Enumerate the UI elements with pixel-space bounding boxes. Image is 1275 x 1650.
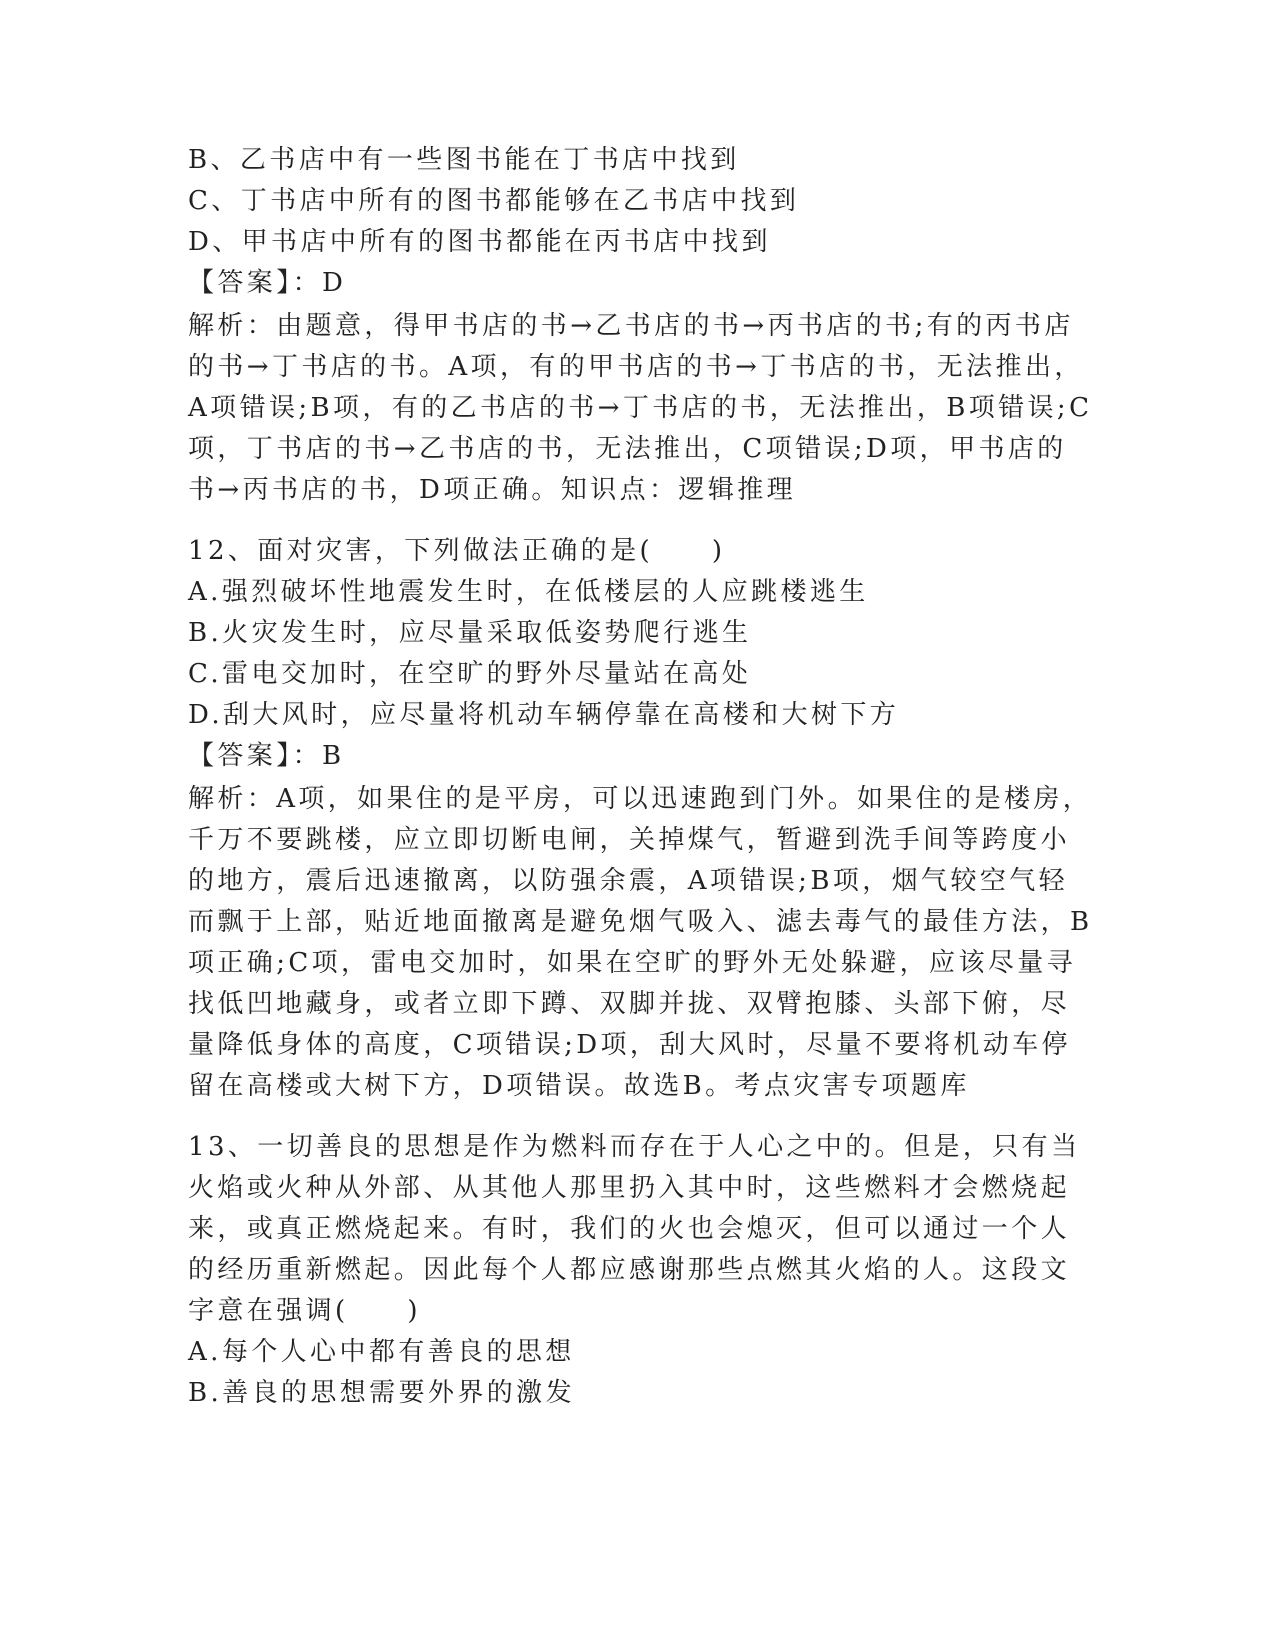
q12-answer: 【答案】：B: [188, 741, 345, 771]
q13-question-line: 来，或真正燃烧起来。有时，我们的火也会熄灭，但可以通过一个人: [188, 1214, 1071, 1244]
q12-analysis-line: 而飘于上部，贴近地面撤离是避免烟气吸入、滤去毒气的最佳方法，B: [188, 907, 1093, 937]
q11-analysis-line: 的书→丁书店的书。A项，有的甲书店的书→丁书店的书，无法推出，: [188, 352, 1084, 382]
q12-analysis-line: 千万不要跳楼，应立即切断电闸，关掉煤气，暂避到洗手间等跨度小: [188, 825, 1071, 855]
q11-option-d: D、甲书店中所有的图书都能在丙书店中找到: [188, 227, 771, 257]
q12-analysis-line: 找低凹地藏身，或者立即下蹲、双脚并拢、双臂抱膝、头部下俯，尽: [188, 989, 1071, 1019]
q13-question-line: 火焰或火种从外部、从其他人那里扔入其中时，这些燃料才会燃烧起: [188, 1173, 1071, 1203]
q12-option-b: B.火灾发生时，应尽量采取低姿势爬行逃生: [188, 618, 752, 648]
q12-analysis-line: 项正确;C项，雷电交加时，如果在空旷的野外无处躲避，应该尽量寻: [188, 948, 1077, 978]
q13-option-b: B.善良的思想需要外界的激发: [188, 1378, 575, 1408]
q13-option-a: A.每个人心中都有善良的思想: [188, 1337, 575, 1367]
q11-option-b: B、乙书店中有一些图书能在丁书店中找到: [188, 145, 740, 175]
q11-analysis-line: A项错误;B项，有的乙书店的书→丁书店的书，无法推出，B项错误;C: [188, 393, 1093, 423]
q12-option-a: A.强烈破坏性地震发生时，在低楼层的人应跳楼逃生: [188, 577, 869, 607]
q12-question: 12、面对灾害，下列做法正确的是( ): [188, 536, 726, 566]
q12-analysis-line: 的地方，震后迅速撤离，以防强余震，A项错误;B项，烟气较空气轻: [188, 866, 1069, 896]
q12-option-c: C.雷电交加时，在空旷的野外尽量站在高处: [188, 659, 752, 689]
q11-analysis-line: 项，丁书店的书→乙书店的书，无法推出，C项错误;D项，甲书店的: [188, 434, 1067, 464]
q13-question-line: 13、一切善良的思想是作为燃料而存在于人心之中的。但是，只有当: [188, 1132, 1081, 1162]
q12-analysis-line: 留在高楼或大树下方，D项错误。故选B。考点灾害专项题库: [188, 1071, 970, 1101]
q12-analysis-line: 解析：A项，如果住的是平房，可以迅速跑到门外。如果住的是楼房，: [188, 784, 1093, 814]
q11-analysis-line: 书→丙书店的书，D项正确。知识点：逻辑推理: [188, 475, 797, 505]
q11-answer: 【答案】：D: [188, 268, 347, 298]
q12-analysis-line: 量降低身体的高度，C项错误;D项，刮大风时，尽量不要将机动车停: [188, 1030, 1071, 1060]
q11-analysis-line: 解析：由题意，得甲书店的书→乙书店的书→丙书店的书;有的丙书店: [188, 311, 1074, 341]
q12-option-d: D.刮大风时，应尽量将机动车辆停靠在高楼和大树下方: [188, 700, 900, 730]
q11-option-c: C、丁书店中所有的图书都能够在乙书店中找到: [188, 186, 800, 216]
q13-question-line: 字意在强调( ): [188, 1296, 421, 1326]
q13-question-line: 的经历重新燃起。因此每个人都应感谢那些点燃其火焰的人。这段文: [188, 1255, 1071, 1285]
